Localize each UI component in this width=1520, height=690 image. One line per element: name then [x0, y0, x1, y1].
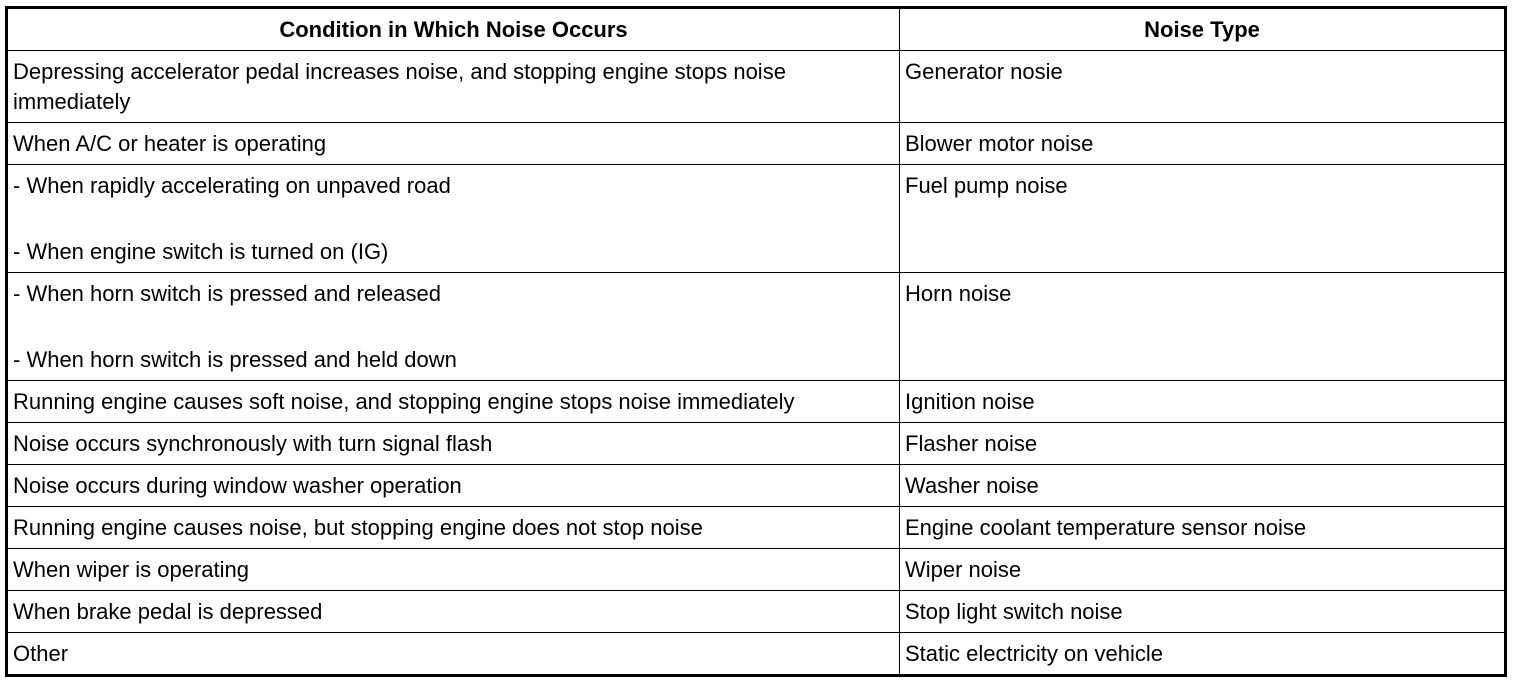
table-row [7, 633, 1506, 676]
line-gap [13, 201, 894, 237]
noise-type-cell: Generator nosie [900, 51, 1506, 123]
condition-cell [7, 507, 900, 549]
noise-type-cell: Blower motor noise [900, 123, 1506, 165]
condition-cell [7, 273, 900, 381]
condition-cell [7, 165, 900, 273]
condition-text: - When horn switch is pressed and held down [13, 347, 457, 372]
table-row [7, 465, 1506, 507]
condition-text: Running engine causes noise, but stopping engine does not stop noise [13, 515, 703, 540]
condition-cell [7, 423, 900, 465]
table-row [7, 165, 1506, 273]
noise-type-cell: Horn noise [900, 273, 1506, 381]
noise-type-cell: Fuel pump noise [900, 165, 1506, 273]
condition-text: Noise occurs synchronously with turn signal flash [13, 431, 493, 456]
condition-text: Noise occurs during window washer operation [13, 473, 462, 498]
header-noise-type: Noise Type [900, 8, 1506, 51]
table-header-row [7, 8, 1506, 51]
condition-cell [7, 51, 900, 123]
condition-text: - When engine switch is turned on (IG) [13, 239, 389, 264]
noise-type-table [5, 6, 1507, 677]
table-row [7, 591, 1506, 633]
condition-text: - When rapidly accelerating on unpaved road [13, 173, 451, 198]
condition-text: When brake pedal is depressed [13, 599, 323, 624]
noise-type-cell: Engine coolant temperature sensor noise [900, 507, 1506, 549]
condition-cell [7, 123, 900, 165]
table-row [7, 381, 1506, 423]
table-row [7, 123, 1506, 165]
table-row [7, 51, 1506, 123]
condition-text: immediately [13, 89, 131, 114]
table-row [7, 423, 1506, 465]
line-gap [13, 309, 894, 345]
table-row [7, 273, 1506, 381]
table-body [7, 51, 1506, 676]
noise-type-cell: Wiper noise [900, 549, 1506, 591]
condition-text: When wiper is operating [13, 557, 250, 582]
condition-text: - When horn switch is pressed and released [13, 281, 441, 306]
condition-cell [7, 591, 900, 633]
condition-text: When A/C or heater is operating [13, 131, 327, 156]
noise-type-cell: Flasher noise [900, 423, 1506, 465]
condition-cell [7, 633, 900, 676]
condition-text: Running engine causes soft noise, and stopping engine stops noise immediately [13, 389, 795, 414]
condition-cell [7, 549, 900, 591]
noise-type-cell: Static electricity on vehicle [900, 633, 1506, 676]
table-row [7, 507, 1506, 549]
condition-text: Other [13, 641, 69, 666]
condition-cell [7, 381, 900, 423]
condition-cell [7, 465, 900, 507]
noise-type-cell: Stop light switch noise [900, 591, 1506, 633]
header-condition: Condition in Which Noise Occurs [7, 8, 900, 51]
condition-text: Depressing accelerator pedal increases noise, and stopping engine stops noise [13, 59, 786, 84]
noise-type-cell: Washer noise [900, 465, 1506, 507]
noise-type-cell: Ignition noise [900, 381, 1506, 423]
table-row [7, 549, 1506, 591]
